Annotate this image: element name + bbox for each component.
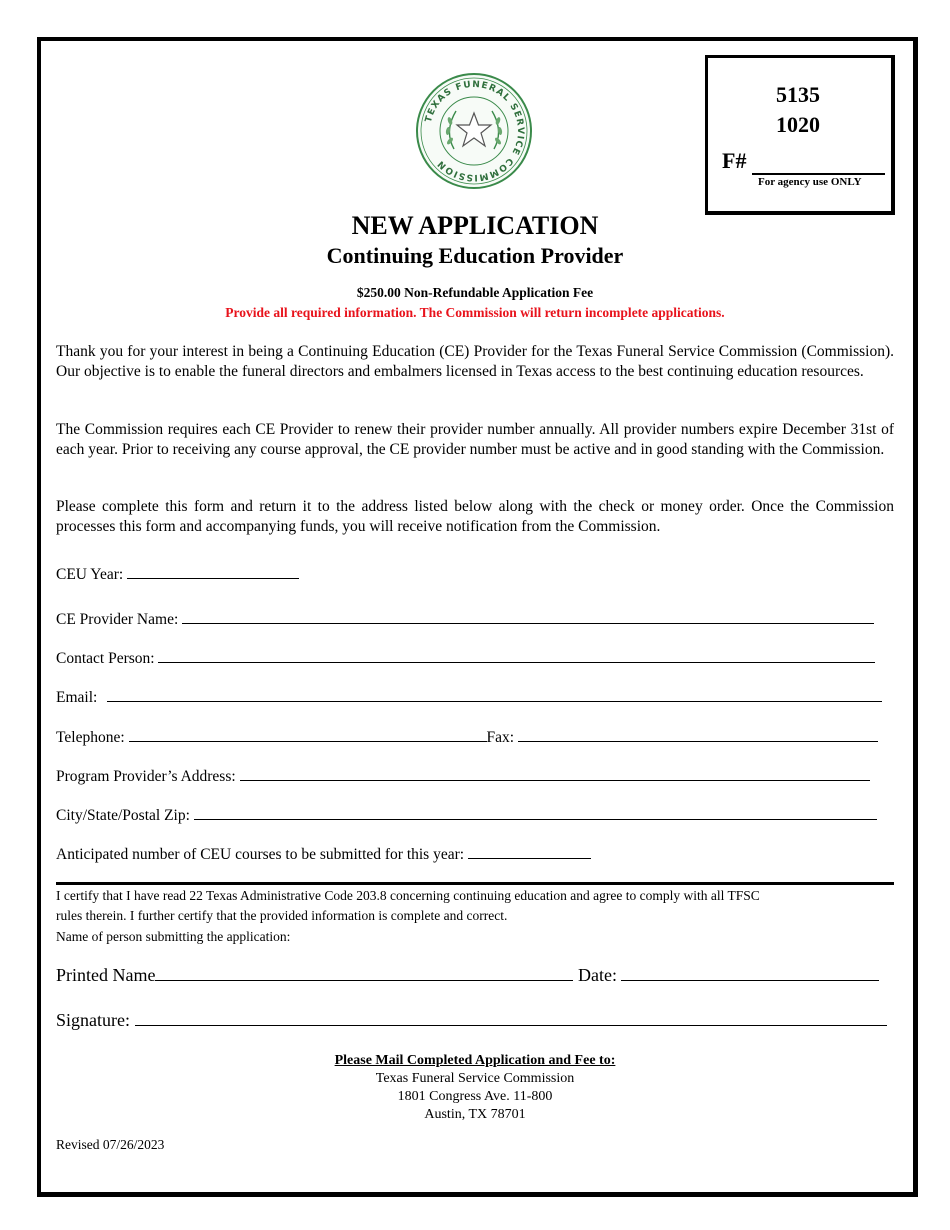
fee-notice: $250.00 Non-Refundable Application Fee xyxy=(356,285,594,300)
page-title: NEW APPLICATION xyxy=(351,211,599,240)
printed-name-field[interactable] xyxy=(155,965,573,981)
anticipated-field[interactable] xyxy=(468,845,591,859)
contact-person-field[interactable] xyxy=(158,649,875,663)
form-code-2: 1020 xyxy=(776,112,820,137)
f-number-line xyxy=(752,173,885,175)
signature-label: Signature: xyxy=(56,1010,130,1030)
certification-line-1: I certify that I have read 22 Texas Administrative Code 203.8 concerning continuing education and agree to comply with all TFSC xyxy=(56,888,760,903)
date-field[interactable] xyxy=(621,965,879,981)
certification-line-2: rules therein. I further certify that the provided information is complete and correct. xyxy=(56,908,508,923)
telephone-field[interactable] xyxy=(129,728,487,742)
instructions-paragraph: Please complete this form and return it to the address listed below along with the check or money order. Once the Commission processes this form and accompanying funds, you will receive notification from the Commission. xyxy=(56,498,894,535)
date-label: Date: xyxy=(577,965,617,985)
telephone-row xyxy=(56,728,878,747)
contact-person-label: Contact Person: xyxy=(56,650,155,667)
tfsc-seal-logo xyxy=(414,71,534,191)
certification-line-3: Name of person submitting the application: xyxy=(56,929,291,944)
ceu-year-row xyxy=(56,565,299,584)
anticipated-row xyxy=(56,845,591,864)
form-code-1: 5135 xyxy=(776,82,820,107)
telephone-label: Telephone: xyxy=(56,729,125,746)
anticipated-label: Anticipated number of CEU courses to be submitted for this year: xyxy=(56,846,465,863)
signature-field[interactable] xyxy=(135,1010,887,1026)
city-row xyxy=(56,806,877,825)
provider-name-label: CE Provider Name: xyxy=(56,611,179,628)
fax-label: Fax: xyxy=(486,729,515,746)
address-row xyxy=(56,767,870,786)
intro-paragraph: Thank you for your interest in being a Continuing Education (CE) Provider for the Texas Funeral Service Commission (Commission). Our objective is to enable the funeral directors and embalmers licensed in Texas access to the best continuing education resources. xyxy=(56,343,894,380)
section-divider xyxy=(56,882,894,885)
mailing-line-3: Austin, TX 78701 xyxy=(424,1107,526,1122)
page-subtitle: Continuing Education Provider xyxy=(326,243,624,268)
mailing-line-1: Texas Funeral Service Commission xyxy=(375,1071,575,1086)
ceu-year-field[interactable] xyxy=(127,565,299,579)
signature-row xyxy=(56,1010,887,1031)
address-field[interactable] xyxy=(240,767,870,781)
mailing-heading: Please Mail Completed Application and Fee to: xyxy=(334,1053,616,1068)
ceu-year-label: CEU Year: xyxy=(56,566,124,583)
email-label: Email: xyxy=(56,689,98,706)
mailing-line-2: 1801 Congress Ave. 11-800 xyxy=(397,1089,553,1104)
agency-use-box xyxy=(705,55,895,215)
provider-name-row xyxy=(56,610,874,629)
fax-field[interactable] xyxy=(518,728,878,742)
agency-use-note: For agency use ONLY xyxy=(758,176,862,188)
contact-person-row xyxy=(56,649,875,668)
f-number-label: F# xyxy=(722,148,747,173)
printed-name-row xyxy=(56,965,879,986)
warning-notice: Provide all required information. The Commission will return incomplete applications. xyxy=(225,305,725,320)
renewal-paragraph: The Commission requires each CE Provider to renew their provider number annually. All provider numbers expire December 31st of each year. Prior to receiving any course approval, the CE provider number must be active and in good standing with the Commission. xyxy=(56,421,894,458)
printed-name-label: Printed Name xyxy=(56,965,156,985)
revised-date: Revised 07/26/2023 xyxy=(56,1137,165,1152)
email-row xyxy=(56,688,882,707)
svg-text:TEXAS FUNERAL SERVICE COMMISSI: TEXAS FUNERAL SERVICE COMMISSION xyxy=(423,79,526,183)
address-label: Program Provider’s Address: xyxy=(56,768,236,785)
city-label: City/State/Postal Zip: xyxy=(56,807,190,824)
email-field[interactable] xyxy=(107,688,882,702)
provider-name-field[interactable] xyxy=(182,610,874,624)
city-field[interactable] xyxy=(194,806,877,820)
